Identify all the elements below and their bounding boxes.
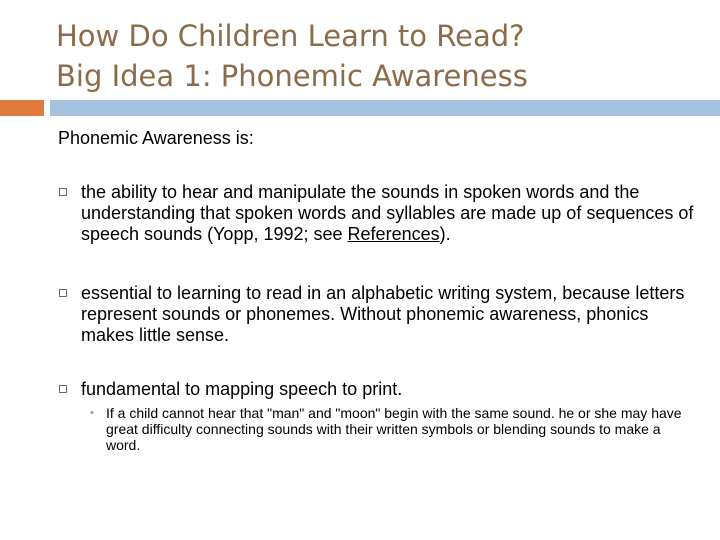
square-bullet-icon bbox=[59, 289, 67, 297]
bullet-item bbox=[58, 379, 698, 453]
square-bullet-icon bbox=[59, 385, 67, 393]
title-line-1: How Do Children Learn to Read? bbox=[56, 19, 525, 53]
accent-bar-blue bbox=[50, 100, 720, 116]
slide-title bbox=[56, 16, 706, 96]
bullet-item bbox=[58, 283, 698, 346]
title-line-2: Big Idea 1: Phonemic Awareness bbox=[56, 59, 528, 93]
bullet-text: essential to learning to read in an alphabetic writing system, because letters represent sounds or phonemes. Without phonemic awareness, phonics makes little sense. bbox=[81, 283, 685, 345]
intro-text: Phonemic Awareness is: bbox=[58, 128, 254, 148]
sub-bullet-item bbox=[81, 405, 698, 453]
bullet-text-end: ). bbox=[439, 224, 451, 244]
references-link[interactable]: References bbox=[347, 224, 440, 244]
bullet-text: fundamental to mapping speech to print. bbox=[81, 379, 403, 399]
sub-bullet-list bbox=[81, 405, 698, 453]
slide-body bbox=[58, 126, 698, 453]
bullet-list bbox=[58, 182, 698, 453]
bullet-text: the ability to hear and manipulate the sounds in spoken words and the understanding that spoken words and syllables are made up of sequences of speech sounds (Yopp, 1992; see bbox=[81, 182, 694, 244]
bullet-item bbox=[58, 182, 698, 245]
sub-bullet-text: If a child cannot hear that "man" and "moon" begin with the same sound. he or she may have great difficulty connecting sounds with their written symbols or blending sounds to make a word. bbox=[106, 405, 682, 453]
square-bullet-icon bbox=[59, 188, 67, 196]
accent-bar-orange bbox=[0, 100, 44, 116]
dot-bullet-icon: • bbox=[90, 407, 94, 419]
